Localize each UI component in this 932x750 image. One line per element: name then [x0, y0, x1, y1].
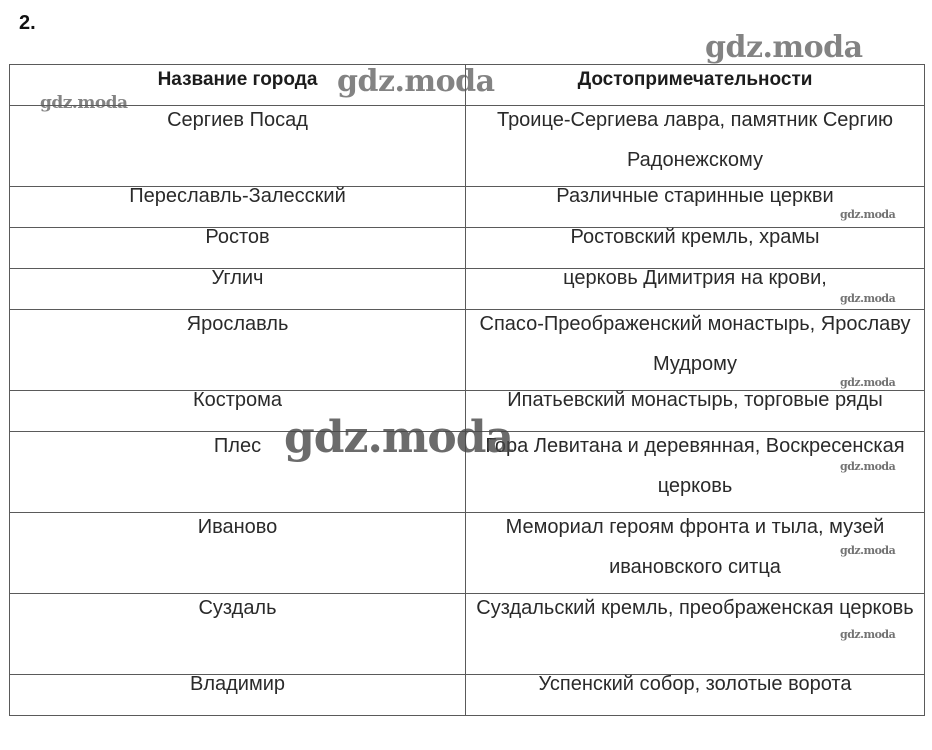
sights-cell: [466, 310, 925, 391]
watermark: gdz.moda: [840, 376, 896, 389]
sights-cell: [466, 675, 925, 716]
cities-table: [9, 64, 925, 716]
sights-text: Ростовский кремль, храмы: [570, 226, 820, 248]
table-row: [10, 513, 925, 594]
watermark: gdz.moda: [337, 64, 495, 99]
watermark: gdz.moda: [840, 460, 896, 473]
task-number: 2.: [19, 12, 36, 34]
city-name: Ростов: [205, 226, 270, 248]
sights-cell: [466, 432, 925, 513]
watermark: gdz.moda: [840, 628, 896, 641]
sights-text: Мемориал героям фронта и тыла, музей ивановского ситца: [505, 516, 885, 578]
city-cell: [10, 432, 466, 513]
header-city: Название города: [10, 65, 466, 106]
city-cell: [10, 106, 466, 187]
watermark: gdz.moda: [284, 412, 514, 463]
table-row: [10, 432, 925, 513]
city-name: Сергиев Посад: [167, 109, 308, 131]
table-row: [10, 106, 925, 187]
city-cell: [10, 310, 466, 391]
watermark: gdz.moda: [840, 208, 896, 221]
city-cell: [10, 513, 466, 594]
city-name: Суздаль: [198, 597, 277, 619]
sights-cell: [466, 513, 925, 594]
sights-text: Троице-Сергиева лавра, памятник Сергию Радонежскому: [496, 109, 894, 171]
watermark: gdz.moda: [840, 292, 896, 305]
city-cell: [10, 594, 466, 675]
city-name: Переславль-Залесский: [129, 185, 346, 207]
city-name: Владимир: [189, 673, 286, 695]
city-name: Иваново: [197, 516, 278, 538]
city-cell: [10, 675, 466, 716]
watermark: gdz.moda: [40, 93, 128, 113]
sights-text: церковь Димитрия на крови,: [563, 267, 827, 289]
city-name: Кострома: [192, 389, 283, 411]
sights-cell: [466, 594, 925, 675]
watermark: gdz.moda: [705, 30, 863, 65]
sights-text: Гора Левитана и деревянная, Воскресенская церковь: [485, 435, 905, 497]
watermark: gdz.moda: [840, 544, 896, 557]
sights-text: Суздальский кремль, преображенская церковь: [476, 597, 914, 619]
city-name: Ярославль: [186, 313, 289, 335]
header-sights: Достопримечательности: [466, 65, 925, 106]
table-row: [10, 310, 925, 391]
sights-text: Спасо-Преображенский монастырь, Ярославу Мудрому: [479, 313, 911, 375]
table-row: [10, 675, 925, 716]
sights-text: Различные старинные церкви: [556, 185, 834, 207]
city-name: Плес: [213, 435, 262, 457]
sights-cell: [466, 106, 925, 187]
table-row: [10, 594, 925, 675]
city-name: Углич: [211, 267, 264, 289]
sights-text: Успенский собор, золотые ворота: [538, 673, 852, 695]
sights-text: Ипатьевский монастырь, торговые ряды: [507, 389, 883, 411]
